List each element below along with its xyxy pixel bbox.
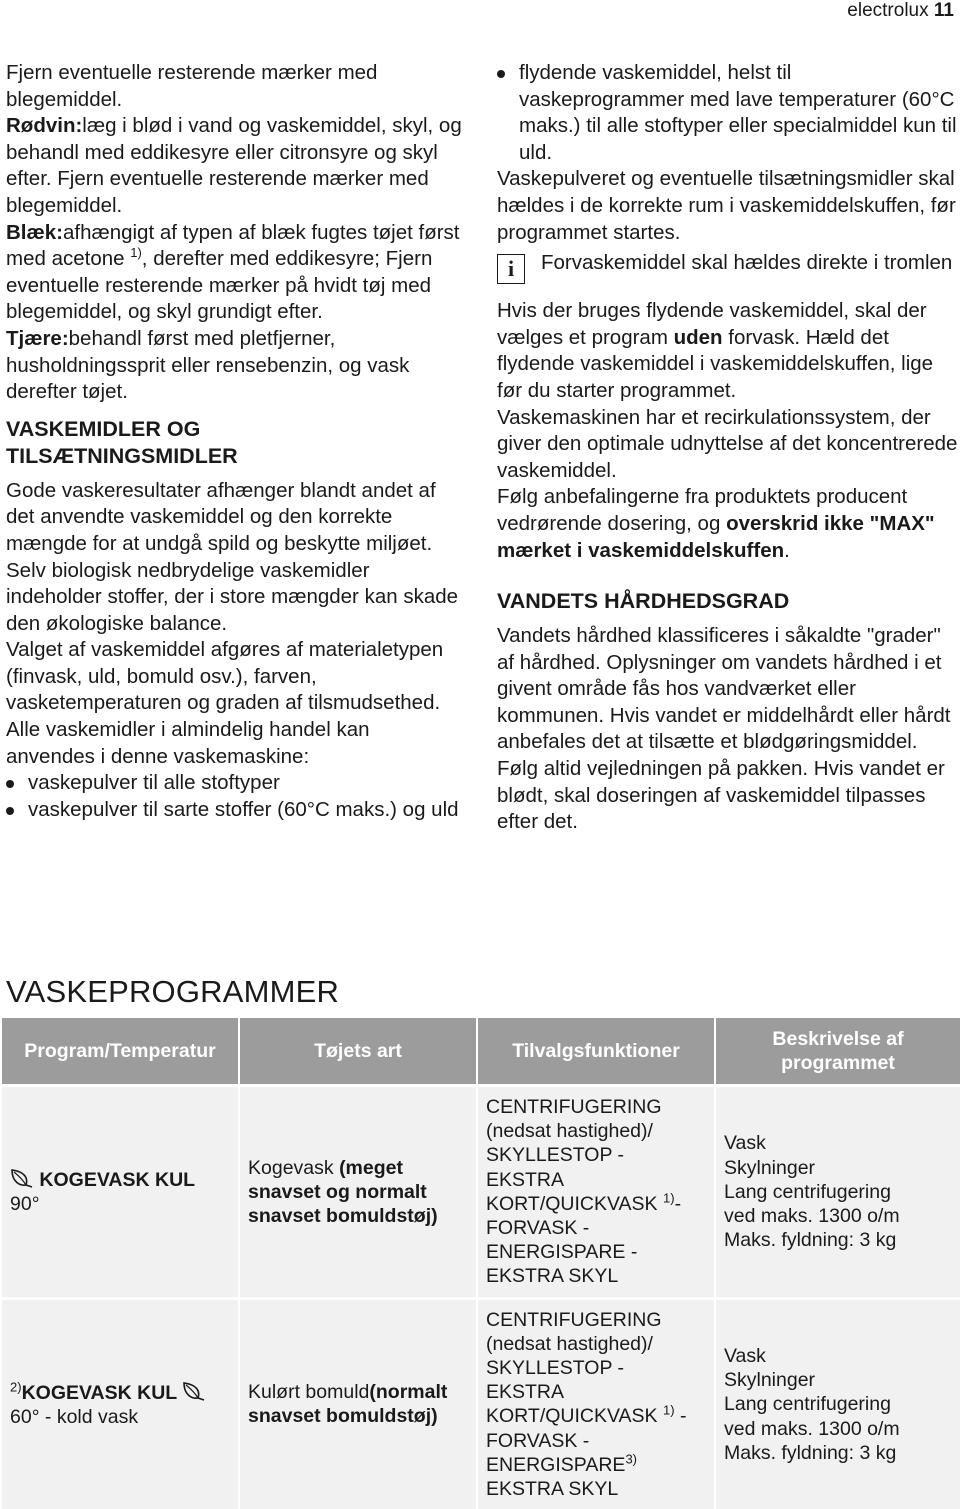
paragraph-recirk: Vaskemaskinen har et recirkulationssystem, der giver den optimale udnyttelse af det koncentrerede vaskemiddel. bbox=[497, 405, 958, 482]
footnote-ref: 2) bbox=[10, 1379, 22, 1395]
fabric-type-cell: Kogevask (meget snavset og normalt snavset bomuldstøj) bbox=[240, 1084, 476, 1297]
left-column bbox=[6, 60, 462, 823]
rodvin-label: Rødvin: bbox=[6, 114, 83, 138]
blaek-text-b: , derefter med eddikesyre; Fjern eventuelle resterende mærker på hvidt tøj med blegemiddel, og skyl grundigt efter. bbox=[6, 247, 433, 324]
eco-leaf-icon bbox=[182, 1380, 206, 1402]
paragraph-alle: Alle vaskemidler i almindelig handel kan anvendes i denne vaskemaskine: bbox=[6, 718, 370, 768]
eco-leaf-icon bbox=[10, 1167, 34, 1189]
section-heading-vaskemidler: VASKEMIDLER OG TILSÆTNINGSMIDLER bbox=[6, 416, 238, 468]
program-temperature: 90° bbox=[10, 1193, 40, 1216]
tjaere-label: Tjære: bbox=[6, 326, 69, 350]
info-icon: i bbox=[497, 254, 525, 284]
paragraph-tjaere bbox=[6, 326, 462, 406]
blaek-text-a: afhængigt af typen af blæk fugtes tøjet først med acetone bbox=[6, 220, 460, 271]
options-cell: CENTRIFUGERING (nedsat hastighed)/ SKYLLESTOP - EKSTRA KORT/QUICKVASK $^{1)}$- FORVASK - ENERGISPARE - EKSTRA SKYL bbox=[478, 1084, 714, 1297]
description-cell: Vask Skylninger Lang centrifugering ved maks. 1300 o/m Maks. fyldning: 3 kg bbox=[716, 1084, 960, 1297]
paragraph-vand: Vandets hårdhed klassificeres i såkaldte "grader" af hårdhed. Oplysninger om vandets hårdhed i et givent område fås hos vandværket eller kommunen. Hvis vandet er middelhårdt eller hårdt anbefales det at tilsætte et blødgøringsmiddel. Følg altid vejledningen på pakken. Hvis vandet er blødt, skal doseringen af vaskemiddel tilpasses efter det. bbox=[497, 624, 951, 834]
program-temperature: 60° - kold vask bbox=[10, 1405, 139, 1428]
program-cell bbox=[2, 1297, 238, 1509]
list-item: flydende vaskemiddel, helst til vaskeprogrammer med lave temperaturer (60°C maks.) til alle stoftyper eller specialmiddel kun til uld. bbox=[497, 60, 959, 166]
options-cell: CENTRIFUGERING (nedsat hastighed)/ SKYLLESTOP - EKSTRA KORT/QUICKVASK $^{1)}$ - FORVASK - ENERGISPARE$^{3)}$ EKSTRA SKYL bbox=[478, 1297, 714, 1509]
column-header: Beskrivelse af programmet bbox=[716, 1018, 960, 1084]
paragraph-rodvin bbox=[6, 113, 462, 219]
column-header: Tilvalgsfunktioner bbox=[478, 1018, 714, 1084]
page-header bbox=[847, 0, 954, 22]
section-heading-haardhed: VANDETS HÅRDHEDSGRAD bbox=[497, 589, 790, 614]
list-item: vaskepulver til alle stoftyper bbox=[6, 770, 462, 797]
paragraph-blaek bbox=[6, 220, 462, 326]
brand-name: electrolux bbox=[847, 0, 929, 21]
column-header: Tøjets art bbox=[240, 1018, 476, 1084]
info-note bbox=[497, 250, 959, 284]
paragraph-gode: Gode vaskeresultater afhænger blandt andet af det anvendte vaskemiddel og den korrekte mængde for at undgå spild og beskytte miljøet. bbox=[6, 478, 436, 555]
paragraph-hvis: Hvis der bruges flydende vaskemiddel, skal der vælges et program uden forvask. Hæld det flydende vaskemiddel i vaskemiddelskuffen, lige før du starter programmet. bbox=[497, 299, 934, 402]
table-header-row bbox=[2, 1018, 960, 1084]
detergent-list bbox=[6, 770, 462, 823]
fabric-type-cell: Kulørt bomuld(normalt snavset bomuldstøj) bbox=[240, 1297, 476, 1509]
paragraph-valget: Valget af vaskemiddel afgøres af materialetypen (finvask, uld, bomuld osv.), farven, vasketemperaturen og graden af tilsmudsethed. bbox=[6, 638, 444, 715]
right-column bbox=[497, 60, 959, 836]
rodvin-text: læg i blød i vand og vaskemiddel, skyl, og behandl med eddikesyre eller citronsyre og skyl efter. Fjern eventuelle resterende mærker med blegemiddel. bbox=[6, 114, 462, 217]
program-cell bbox=[2, 1084, 238, 1297]
blaek-label: Blæk: bbox=[6, 220, 63, 244]
program-name: KOGEVASK KUL bbox=[21, 1381, 177, 1404]
info-text: Forvaskemiddel skal hældes direkte i tromlen bbox=[541, 251, 953, 275]
tjaere-text: behandl først med pletfjerner, husholdningssprit eller rensebenzin, og vask derefter tøjet. bbox=[6, 326, 410, 404]
page-number: 11 bbox=[933, 0, 954, 21]
list-item: vaskepulver til sarte stoffer (60°C maks.) og uld bbox=[6, 797, 462, 824]
table-row bbox=[2, 1297, 960, 1509]
footnote-ref: 1) bbox=[130, 245, 142, 261]
paragraph-folg: Følg anbefalingerne fra produktets producent vedrørende dosering, og overskrid ikke "MAX" mærket i vaskemiddelskuffen. bbox=[497, 485, 935, 562]
programs-table bbox=[0, 1018, 960, 1509]
program-name: KOGEVASK KUL bbox=[39, 1169, 196, 1192]
description-cell: Vask Skylninger Lang centrifugering ved maks. 1300 o/m Maks. fyldning: 3 kg bbox=[716, 1297, 960, 1509]
column-header: Program/Temperatur bbox=[2, 1018, 238, 1084]
paragraph-pulver: Vaskepulveret og eventuelle tilsætningsmidler skal hældes i de korrekte rum i vaskemiddelskuffen, før programmet startes. bbox=[497, 167, 956, 244]
paragraph-fjern: Fjern eventuelle resterende mærker med blegemiddel. bbox=[6, 61, 378, 111]
table-row bbox=[2, 1084, 960, 1297]
liquid-detergent-list bbox=[497, 60, 959, 166]
paragraph-selv: Selv biologisk nedbrydelige vaskemidler indeholder stoffer, der i store mængder kan skade den økologiske balance. bbox=[6, 558, 459, 635]
programs-title: VASKEPROGRAMMER bbox=[6, 974, 340, 1009]
